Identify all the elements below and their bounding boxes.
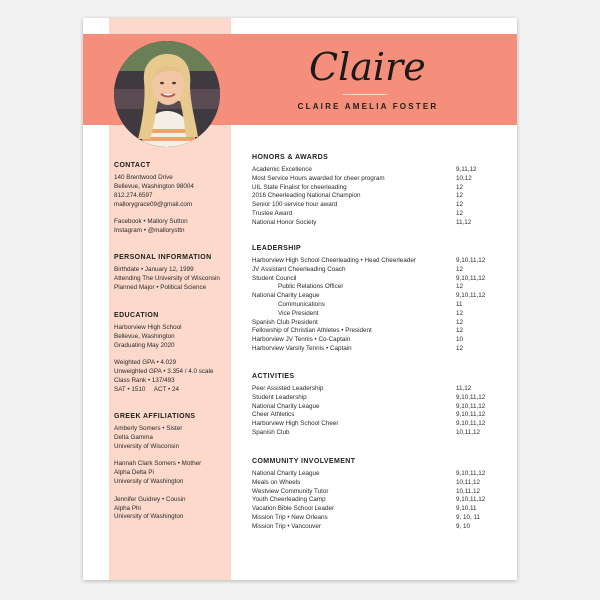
leadership-years: 10 bbox=[456, 336, 464, 344]
greek-university-line: University of Washington bbox=[114, 478, 184, 486]
leadership-years: 9,10,11,12 bbox=[456, 292, 486, 300]
name-divider bbox=[343, 94, 387, 95]
community-years: 9, 10 bbox=[456, 522, 471, 530]
activities-row bbox=[252, 394, 502, 403]
honors-row bbox=[252, 219, 502, 228]
community-years: 10,11,12 bbox=[456, 487, 481, 495]
community-years: 10,11,12 bbox=[456, 478, 481, 486]
contact-heading: CONTACT bbox=[114, 162, 151, 169]
honors-item: UIL State Finalist for cheerleading bbox=[252, 183, 347, 191]
community-item: National Charity League bbox=[252, 470, 320, 477]
honors-years: 12 bbox=[456, 209, 464, 217]
university-line: Attending The University of Wisconsin bbox=[114, 274, 220, 282]
honors-item: Academic Excellence bbox=[252, 166, 312, 173]
honors-row bbox=[252, 210, 502, 219]
honors-row bbox=[252, 175, 502, 184]
community-section bbox=[252, 458, 502, 532]
activities-item: Peer Assisted Leadership bbox=[252, 385, 324, 392]
education-heading: EDUCATION bbox=[114, 312, 159, 319]
activities-years: 11,12 bbox=[456, 385, 472, 392]
leadership-years: 12 bbox=[456, 283, 464, 291]
honors-years: 10,12 bbox=[456, 174, 472, 182]
leadership-item: Spanish Club President bbox=[252, 318, 318, 326]
greek-sorority-line: Delta Gamma bbox=[114, 433, 153, 441]
leadership-row bbox=[252, 345, 502, 354]
community-item: Mission Trip • Vancouver bbox=[252, 522, 321, 530]
activities-item: Student Leadership bbox=[252, 393, 307, 401]
major-line: Planned Major • Political Science bbox=[114, 283, 207, 291]
greek-section bbox=[114, 413, 226, 522]
activities-years: 9,10,11,12 bbox=[456, 420, 486, 428]
contact-section bbox=[114, 162, 226, 236]
community-row bbox=[252, 505, 502, 514]
greek-sorority-line: Alpha Phi bbox=[114, 504, 141, 512]
script-name bbox=[305, 36, 425, 96]
honors-row bbox=[252, 166, 502, 175]
leadership-row bbox=[252, 310, 502, 319]
birthdate-line: Birthdate • January 12, 1999 bbox=[114, 266, 194, 273]
greek-person-line: Jennifer Guidrey • Cousin bbox=[114, 495, 186, 503]
class-rank-line: Class Rank • 137/493 bbox=[114, 377, 175, 385]
community-item: Westview Community Tutor bbox=[252, 487, 329, 495]
honors-years: 11,12 bbox=[456, 218, 472, 226]
activities-years: 9,10,11,12 bbox=[456, 402, 486, 410]
honors-item: 2016 Cheerleading National Champion bbox=[252, 192, 361, 200]
leadership-years: 9,10,11,12 bbox=[456, 274, 486, 282]
greek-heading: GREEK AFFILIATIONS bbox=[114, 413, 196, 420]
leadership-item: Harborview JV Tennis • Co-Captain bbox=[252, 336, 351, 344]
community-item: Meals on Wheels bbox=[252, 478, 301, 486]
leadership-years: 12 bbox=[456, 309, 464, 317]
activities-row bbox=[252, 403, 502, 412]
community-years: 9,10,11,12 bbox=[456, 496, 486, 504]
leadership-years: 12 bbox=[456, 265, 464, 273]
instagram-line: Instagram • @mallorysttn bbox=[114, 227, 185, 235]
activities-item: National Charity League bbox=[252, 402, 320, 410]
leadership-row bbox=[252, 292, 502, 301]
test-scores-line: SAT • 1510 ACT • 24 bbox=[114, 386, 179, 394]
leadership-row bbox=[252, 301, 502, 310]
greek-person-line: Amberly Somers • Sister bbox=[114, 425, 183, 432]
greek-sorority-line: Alpha Delta Pi bbox=[114, 469, 154, 477]
leadership-row bbox=[252, 336, 502, 345]
activities-years: 9,10,11,12 bbox=[456, 393, 486, 401]
greek-person-line: Hannah Clark Somers • Mother bbox=[114, 460, 202, 468]
community-item: Mission Trip • New Orleans bbox=[252, 513, 328, 521]
community-heading: COMMUNITY INVOLVEMENT bbox=[252, 458, 356, 465]
honors-item: National Honor Society bbox=[252, 218, 317, 226]
honors-item: Most Service Hours awarded for cheer program bbox=[252, 174, 385, 182]
honors-row bbox=[252, 201, 502, 210]
facebook-line: Facebook • Mallory Sutton bbox=[114, 218, 188, 226]
activities-item: Harborview High School Cheer bbox=[252, 420, 339, 428]
activities-section bbox=[252, 373, 502, 438]
leadership-years: 12 bbox=[456, 318, 464, 326]
activities-row bbox=[252, 420, 502, 429]
community-row bbox=[252, 488, 502, 497]
activities-item: Cheer Athletics bbox=[252, 411, 295, 419]
leadership-row bbox=[252, 275, 502, 284]
community-item: Youth Cheerleading Camp bbox=[252, 496, 326, 504]
honors-years: 12 bbox=[456, 183, 464, 191]
leadership-heading: LEADERSHIP bbox=[252, 245, 302, 252]
leadership-item: Public Relations Officer bbox=[278, 283, 344, 291]
full-name: CLAIRE AMELIA FOSTER bbox=[297, 102, 439, 111]
community-item: Vacation Bible School Leader bbox=[252, 505, 335, 513]
leadership-years: 11 bbox=[456, 300, 463, 308]
community-row bbox=[252, 514, 502, 523]
community-years: 9,10,11,12 bbox=[456, 470, 486, 477]
address-line: 140 Brentwood Drive bbox=[114, 174, 173, 181]
community-years: 9,10,11 bbox=[456, 505, 477, 513]
leadership-item: Communications bbox=[278, 300, 325, 308]
honors-section bbox=[252, 154, 502, 228]
honors-heading: HONORS & AWARDS bbox=[252, 154, 329, 161]
leadership-row bbox=[252, 257, 502, 266]
leadership-item: National Charity League bbox=[252, 292, 320, 300]
phone-line: 812.274.6597 bbox=[114, 191, 153, 199]
graduation-line: Graduating May 2020 bbox=[114, 341, 175, 349]
leadership-item: Fellowship of Christian Athletes • President bbox=[252, 327, 372, 335]
activities-row bbox=[252, 429, 502, 438]
honors-years: 9,11,12 bbox=[456, 166, 477, 173]
community-row bbox=[252, 470, 502, 479]
svg-text:Claire: Claire bbox=[309, 45, 425, 89]
school-line: Harborview High School bbox=[114, 324, 182, 331]
leadership-years: 9,10,11,12 bbox=[456, 257, 486, 264]
city-line: Bellevue, Washington 98004 bbox=[114, 182, 194, 190]
honors-row bbox=[252, 192, 502, 201]
community-row bbox=[252, 479, 502, 488]
leadership-item: Harborview Varsity Tennis • Captain bbox=[252, 344, 352, 352]
weighted-gpa-line: Weighted GPA • 4.029 bbox=[114, 359, 177, 367]
honors-item: Senior 100 service hour award bbox=[252, 201, 338, 209]
activities-row bbox=[252, 411, 502, 420]
activities-item: Spanish Club bbox=[252, 428, 290, 436]
leadership-item: Harborview High School Cheerleading • Head Cheerleader bbox=[252, 257, 416, 264]
activities-row bbox=[252, 385, 502, 394]
personal-section bbox=[114, 254, 226, 293]
honors-row bbox=[252, 184, 502, 193]
leadership-section bbox=[252, 245, 502, 354]
leadership-item: JV Assistant Cheerleading Coach bbox=[252, 265, 346, 273]
greek-university-line: University of Washington bbox=[114, 513, 184, 521]
school-city-line: Bellevue, Washington bbox=[114, 332, 175, 340]
community-row bbox=[252, 496, 502, 505]
honors-item: Trustee Award bbox=[252, 209, 293, 217]
honors-years: 12 bbox=[456, 201, 464, 209]
unweighted-gpa-line: Unweighted GPA • 3.354 / 4.0 scale bbox=[114, 368, 214, 376]
resume-page bbox=[83, 18, 517, 580]
leadership-years: 12 bbox=[456, 344, 464, 352]
community-years: 9, 10, 11 bbox=[456, 513, 481, 521]
education-section bbox=[114, 312, 226, 395]
activities-years: 9,10,11,12 bbox=[456, 411, 486, 419]
community-row bbox=[252, 523, 502, 532]
leadership-row bbox=[252, 283, 502, 292]
activities-heading: ACTIVITIES bbox=[252, 373, 295, 380]
leadership-row bbox=[252, 327, 502, 336]
leadership-item: Student Council bbox=[252, 274, 297, 282]
honors-years: 12 bbox=[456, 192, 464, 200]
leadership-row bbox=[252, 319, 502, 328]
leadership-years: 12 bbox=[456, 327, 464, 335]
profile-photo bbox=[114, 41, 220, 147]
email-line: mallorygrace09@gmail.com bbox=[114, 200, 193, 208]
activities-years: 10,11,12 bbox=[456, 428, 481, 436]
greek-university-line: University of Wisconsin bbox=[114, 442, 180, 450]
personal-heading: PERSONAL INFORMATION bbox=[114, 254, 212, 261]
leadership-row bbox=[252, 266, 502, 275]
leadership-item: Vice President bbox=[278, 309, 319, 317]
